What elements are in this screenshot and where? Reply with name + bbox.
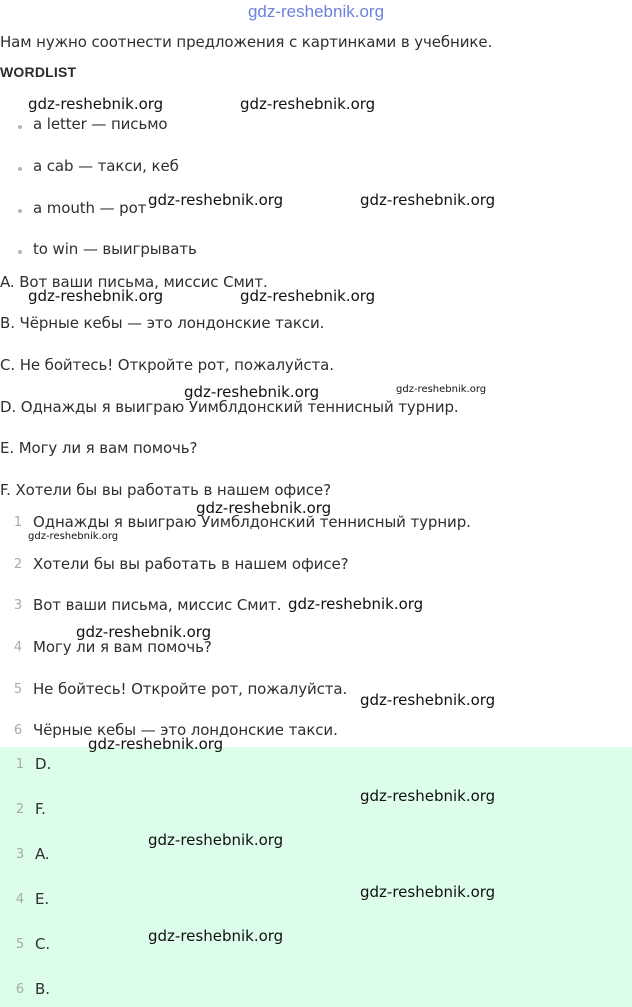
sentence-item: D. Однажды я выиграю Уимблдонский теннисный турнир. bbox=[0, 398, 459, 416]
answer-number: 3 bbox=[15, 847, 25, 862]
item-number: 3 bbox=[13, 598, 23, 613]
watermark: gdz-reshebnik.org bbox=[360, 787, 496, 805]
watermark: gdz-reshebnik.org bbox=[28, 287, 164, 305]
watermark: gdz-reshebnik.org bbox=[360, 191, 496, 209]
watermark: gdz-reshebnik.org bbox=[360, 883, 496, 901]
site-brand-link[interactable]: gdz-reshebnik.org bbox=[247, 2, 385, 21]
watermark: gdz-reshebnik.org bbox=[360, 691, 496, 709]
wordlist-item-text: a letter — письмо bbox=[33, 115, 168, 133]
bullet-icon bbox=[18, 125, 22, 129]
sentence-item: E. Могу ли я вам помочь? bbox=[0, 439, 198, 457]
answer-text: B. bbox=[35, 980, 50, 998]
watermark: gdz-reshebnik.org bbox=[148, 191, 284, 209]
item-number: 1 bbox=[13, 515, 23, 530]
sentence-item: A. Вот ваши письма, миссис Смит. bbox=[0, 273, 268, 291]
wordlist-heading: WORDLIST bbox=[0, 64, 77, 80]
answer-number: 2 bbox=[15, 802, 25, 817]
wordlist-item-text: a cab — такси, кеб bbox=[33, 157, 179, 175]
item-text: Не бойтесь! Откройте рот, пожалуйста. bbox=[33, 680, 348, 698]
answer-text: E. bbox=[35, 890, 50, 908]
watermark: gdz-reshebnik.org bbox=[240, 95, 376, 113]
item-text: Вот ваши письма, миссис Смит. bbox=[33, 596, 282, 614]
watermark: gdz-reshebnik.org bbox=[28, 95, 164, 113]
answer-text: A. bbox=[35, 845, 50, 863]
watermark: gdz-reshebnik.org bbox=[76, 623, 212, 641]
watermark: gdz-reshebnik.org bbox=[148, 831, 284, 849]
watermark: gdz-reshebnik.org bbox=[396, 384, 487, 395]
bullet-icon bbox=[18, 209, 22, 213]
answer-number: 5 bbox=[15, 937, 25, 952]
item-text: Хотели бы вы работать в нашем офисе? bbox=[33, 555, 349, 573]
watermark: gdz-reshebnik.org bbox=[196, 499, 332, 517]
watermark: gdz-reshebnik.org bbox=[288, 595, 424, 613]
watermark: gdz-reshebnik.org bbox=[240, 287, 376, 305]
sentence-item: C. Не бойтесь! Откройте рот, пожалуйста. bbox=[0, 356, 334, 374]
item-number: 6 bbox=[13, 723, 23, 738]
answer-text: C. bbox=[35, 935, 51, 953]
intro-text: Нам нужно соотнести предложения с картинками в учебнике. bbox=[0, 33, 493, 51]
item-number: 5 bbox=[13, 682, 23, 697]
item-number: 4 bbox=[13, 640, 23, 655]
wordlist-item-text: a mouth — рот bbox=[33, 199, 147, 217]
watermark: gdz-reshebnik.org bbox=[148, 927, 284, 945]
wordlist-item-text: to win — выигрывать bbox=[33, 240, 197, 258]
watermark: gdz-reshebnik.org bbox=[184, 383, 320, 401]
item-text: Однажды я выиграю Уимблдонский теннисный турнир. bbox=[33, 513, 471, 531]
watermark: gdz-reshebnik.org bbox=[28, 531, 119, 542]
bullet-icon bbox=[18, 250, 22, 254]
watermark: gdz-reshebnik.org bbox=[88, 735, 224, 753]
answer-number: 4 bbox=[15, 892, 25, 907]
sentence-item: F. Хотели бы вы работать в нашем офисе? bbox=[0, 481, 331, 499]
item-number: 2 bbox=[13, 557, 23, 572]
item-text: Могу ли я вам помочь? bbox=[33, 638, 212, 656]
answer-number: 1 bbox=[15, 757, 25, 772]
answer-text: F. bbox=[35, 800, 46, 818]
item-text: Чёрные кебы — это лондонские такси. bbox=[33, 721, 338, 739]
sentence-item: B. Чёрные кебы — это лондонские такси. bbox=[0, 314, 325, 332]
answer-number: 6 bbox=[15, 982, 25, 997]
answer-panel bbox=[0, 747, 632, 1007]
bullet-icon bbox=[18, 167, 22, 171]
answer-text: D. bbox=[35, 755, 52, 773]
